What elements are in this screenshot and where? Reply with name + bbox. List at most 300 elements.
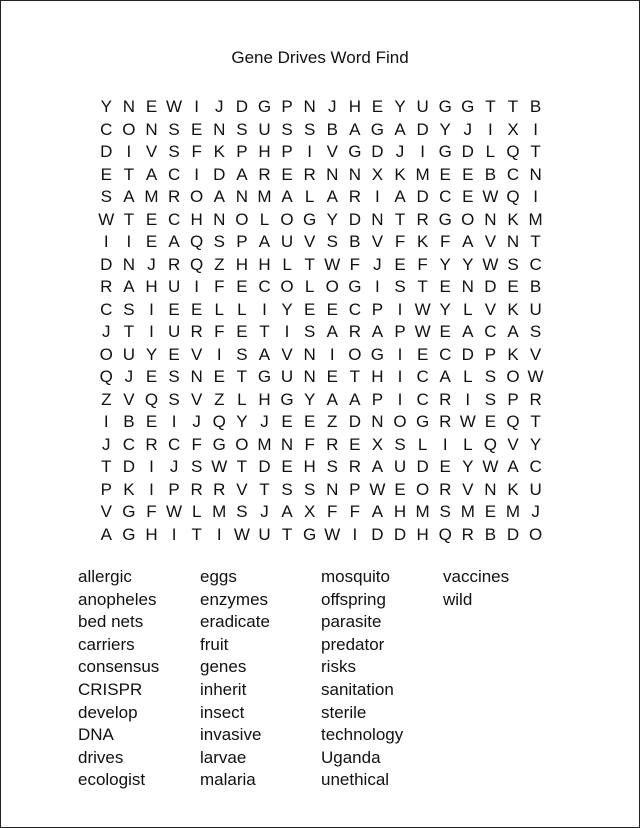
grid-letter: U	[393, 457, 407, 476]
grid-letter: J	[102, 322, 111, 341]
grid-letter: Y	[281, 299, 293, 319]
grid-letter: E	[145, 367, 158, 386]
grid-letter: A	[168, 232, 180, 251]
grid-letter: A	[394, 187, 406, 206]
grid-letter: T	[123, 164, 135, 184]
grid-letter: J	[260, 502, 269, 521]
grid-letter: C	[506, 164, 520, 184]
grid-letter: E	[191, 119, 203, 139]
grid-letter: I	[194, 164, 200, 184]
grid-letter: T	[281, 524, 293, 544]
grid-letter: T	[236, 367, 248, 386]
grid-letter: X	[303, 502, 316, 521]
grid-letter: W	[482, 457, 499, 476]
grid-letter: I	[126, 142, 132, 161]
grid-letter: U	[167, 322, 181, 341]
grid-letter: Y	[394, 97, 406, 116]
grid-letter: S	[394, 277, 406, 296]
grid-row	[95, 141, 547, 164]
grid-letter: I	[533, 119, 538, 139]
grid-letter: T	[259, 322, 270, 341]
grid-letter: N	[371, 209, 384, 229]
grid-letter: Y	[100, 97, 112, 116]
grid-letter: S	[303, 479, 316, 499]
grid-letter: A	[258, 232, 271, 251]
grid-letter: R	[416, 209, 429, 229]
grid-letter: I	[149, 457, 154, 476]
grid-letter: E	[281, 164, 293, 184]
grid-row	[95, 366, 547, 389]
grid-letter: S	[303, 119, 316, 139]
grid-letter: V	[529, 344, 542, 364]
grid-letter: H	[393, 502, 407, 521]
grid-letter: S	[484, 367, 497, 386]
grid-letter: F	[191, 434, 202, 454]
grid-letter: V	[371, 232, 384, 251]
grid-letter: J	[395, 142, 405, 161]
grid-letter: E	[145, 232, 158, 251]
grid-letter: M	[415, 164, 430, 184]
grid-letter: C	[348, 299, 361, 319]
grid-letter: A	[371, 457, 384, 476]
grid-letter: W	[211, 457, 228, 476]
grid-letter: U	[258, 119, 271, 139]
grid-letter: G	[303, 524, 317, 544]
grid-letter: I	[329, 344, 335, 364]
grid-letter: B	[484, 524, 497, 544]
grid-letter: Y	[145, 344, 158, 364]
grid-letter: I	[194, 277, 200, 296]
grid-letter: D	[122, 457, 136, 476]
word-list-item: bed nets	[78, 612, 144, 632]
grid-letter: J	[531, 502, 540, 521]
grid-letter: E	[145, 412, 158, 431]
grid-letter: W	[233, 524, 250, 544]
grid-letter: H	[145, 277, 158, 296]
grid-letter: W	[369, 479, 386, 499]
grid-letter: E	[145, 209, 158, 229]
grid-letter: L	[304, 277, 315, 296]
grid-letter: G	[461, 97, 475, 116]
grid-letter: L	[282, 254, 292, 274]
grid-letter: G	[438, 97, 452, 116]
grid-letter: D	[416, 457, 429, 476]
grid-letter: A	[326, 187, 338, 206]
grid-letter: V	[100, 502, 112, 521]
grid-letter: N	[326, 164, 339, 184]
grid-letter: R	[348, 322, 361, 341]
grid-letter: I	[103, 412, 109, 431]
grid-row	[95, 96, 547, 119]
grid-letter: E	[168, 299, 180, 319]
grid-letter: C	[416, 389, 429, 409]
grid-letter: H	[258, 142, 271, 161]
grid-letter: G	[370, 344, 385, 364]
grid-letter: A	[371, 322, 384, 341]
grid-letter: N	[303, 367, 316, 386]
grid-letter: S	[123, 299, 135, 319]
grid-letter: S	[326, 457, 338, 476]
word-list-item: unethical	[321, 770, 390, 790]
grid-letter: H	[416, 524, 429, 544]
grid-letter: H	[371, 367, 384, 386]
grid-letter: T	[191, 524, 202, 544]
grid-letter: Z	[214, 389, 225, 409]
grid-letter: C	[167, 209, 181, 229]
grid-letter: W	[324, 524, 341, 544]
word-list-item: fruit	[200, 634, 229, 654]
grid-letter: D	[371, 142, 384, 161]
word-list-column-2	[200, 566, 270, 792]
grid-letter: D	[461, 344, 474, 364]
grid-letter: N	[461, 277, 474, 296]
grid-letter: E	[439, 457, 451, 476]
grid-letter: R	[439, 479, 452, 499]
grid-letter: N	[122, 254, 136, 274]
grid-letter: E	[394, 254, 406, 274]
grid-letter: B	[349, 232, 361, 251]
word-list-item: drives	[78, 747, 124, 767]
grid-letter: P	[168, 479, 180, 499]
grid-letter: E	[349, 434, 361, 454]
grid-letter: W	[324, 254, 341, 274]
grid-letter: B	[123, 412, 135, 431]
grid-letter: D	[100, 142, 113, 161]
grid-letter: O	[528, 524, 543, 544]
grid-letter: D	[484, 277, 497, 296]
grid-letter: E	[439, 277, 451, 296]
grid-letter: L	[304, 187, 315, 206]
grid-letter: P	[507, 389, 519, 409]
grid-letter: G	[122, 502, 136, 521]
grid-letter: O	[280, 277, 294, 296]
grid-letter: Y	[236, 412, 248, 431]
grid-letter: A	[507, 322, 519, 341]
grid-letter: T	[394, 209, 406, 229]
grid-letter: E	[236, 322, 248, 341]
grid-letter: I	[149, 299, 154, 319]
grid-letter: Y	[303, 389, 316, 409]
grid-letter: I	[284, 322, 290, 341]
grid-letter: M	[212, 502, 227, 521]
grid-letter: H	[348, 97, 361, 116]
word-list-item: allergic	[78, 567, 132, 586]
grid-letter: C	[529, 457, 542, 476]
grid-letter: S	[213, 232, 225, 251]
grid-letter: E	[462, 187, 474, 206]
grid-letter: U	[416, 97, 429, 116]
grid-letter: M	[257, 187, 272, 206]
grid-letter: V	[123, 389, 135, 409]
word-list-item: sanitation	[321, 679, 394, 699]
grid-letter: Q	[506, 412, 520, 431]
word-list-item: enzymes	[200, 589, 269, 609]
grid-letter: E	[213, 367, 225, 386]
grid-letter: D	[371, 524, 384, 544]
grid-letter: S	[168, 119, 180, 139]
grid-letter: A	[349, 119, 361, 139]
word-list-item: sterile	[321, 702, 367, 722]
grid-letter: S	[236, 344, 248, 364]
grid-letter: T	[123, 209, 135, 229]
grid-letter: E	[100, 164, 112, 184]
grid-letter: D	[100, 254, 113, 274]
grid-letter: S	[236, 502, 248, 521]
grid-letter: P	[371, 389, 384, 409]
grid-letter: A	[439, 367, 451, 386]
grid-letter: A	[145, 164, 158, 184]
grid-letter: F	[349, 254, 361, 274]
grid-letter: F	[146, 502, 157, 521]
grid-letter: U	[529, 479, 542, 499]
grid-letter: R	[529, 389, 542, 409]
grid-letter: G	[122, 524, 136, 544]
grid-letter: F	[440, 232, 451, 251]
grid-letter: N	[484, 209, 497, 229]
grid-letter: J	[215, 97, 224, 116]
grid-letter: R	[100, 277, 113, 296]
grid-letter: J	[463, 119, 473, 139]
grid-letter: G	[438, 142, 452, 161]
grid-letter: P	[371, 299, 384, 319]
grid-letter: R	[439, 412, 452, 431]
grid-letter: K	[507, 209, 519, 229]
grid-letter: I	[149, 322, 154, 341]
grid-letter: I	[465, 389, 471, 409]
grid-letter: E	[168, 344, 180, 364]
grid-letter: Q	[483, 434, 497, 454]
grid-letter: Y	[326, 209, 338, 229]
word-list-item: insect	[200, 702, 245, 722]
grid-letter: P	[281, 97, 293, 116]
grid-letter: U	[167, 277, 181, 296]
grid-letter: E	[236, 277, 248, 296]
grid-letter: E	[507, 277, 519, 296]
grid-letter: X	[371, 434, 384, 454]
grid-letter: E	[416, 344, 429, 364]
grid-letter: C	[167, 164, 181, 184]
grid-letter: L	[485, 142, 496, 161]
grid-letter: I	[375, 277, 380, 296]
grid-letter: S	[100, 187, 112, 206]
grid-letter: N	[213, 119, 226, 139]
grid-letter: N	[303, 344, 316, 364]
grid-letter: V	[507, 434, 519, 454]
grid-letter: N	[122, 97, 136, 116]
word-list-item: vaccines	[443, 567, 510, 586]
grid-letter: V	[484, 232, 497, 251]
grid-letter: G	[438, 209, 452, 229]
grid-letter: Q	[506, 142, 520, 161]
grid-letter: I	[171, 412, 177, 431]
word-list-item: Uganda	[321, 747, 381, 767]
grid-row	[95, 389, 547, 412]
grid-letter: S	[168, 389, 180, 409]
grid-letter: I	[375, 187, 380, 206]
grid-letter: K	[507, 299, 519, 319]
grid-letter: X	[371, 164, 384, 184]
grid-letter: T	[101, 457, 112, 476]
grid-letter: A	[326, 389, 338, 409]
grid-letter: V	[281, 344, 293, 364]
grid-letter: V	[191, 389, 203, 409]
grid-letter: V	[484, 299, 497, 319]
grid-letter: P	[100, 479, 112, 499]
grid-letter: H	[303, 457, 316, 476]
grid-letter: V	[191, 344, 203, 364]
grid-letter: D	[348, 412, 361, 431]
grid-letter: S	[529, 322, 542, 341]
grid-letter: T	[530, 142, 541, 161]
grid-letter: V	[303, 232, 316, 251]
grid-row	[95, 299, 547, 322]
grid-letter: O	[393, 412, 407, 431]
grid-letter: E	[281, 412, 293, 431]
grid-row	[95, 344, 547, 367]
grid-letter: E	[281, 457, 293, 476]
grid-row	[95, 164, 547, 187]
grid-letter: T	[349, 367, 361, 386]
grid-letter: G	[348, 277, 362, 296]
grid-letter: H	[258, 389, 271, 409]
grid-letter: N	[484, 479, 497, 499]
grid-letter: N	[280, 434, 294, 454]
grid-letter: P	[236, 232, 248, 251]
grid-letter: U	[280, 232, 294, 251]
grid-letter: I	[216, 524, 222, 544]
grid-letter: J	[147, 254, 156, 274]
grid-letter: I	[442, 434, 448, 454]
grid-letter: Y	[529, 434, 542, 454]
grid-letter: J	[124, 367, 134, 386]
grid-letter: T	[417, 277, 428, 296]
grid-letter: Q	[99, 367, 113, 386]
grid-row	[95, 119, 547, 142]
grid-letter: U	[280, 367, 294, 386]
grid-letter: Z	[214, 254, 225, 274]
grid-letter: A	[213, 187, 225, 206]
grid-letter: Y	[439, 254, 451, 274]
grid-letter: N	[506, 232, 520, 251]
grid-letter: M	[460, 502, 475, 521]
grid-letter: F	[417, 254, 428, 274]
grid-letter: W	[166, 97, 183, 116]
grid-letter: B	[484, 164, 497, 184]
grid-letter: F	[394, 232, 406, 251]
grid-letter: L	[259, 209, 270, 229]
grid-letter: K	[507, 344, 519, 364]
grid-letter: I	[216, 344, 222, 364]
grid-letter: Q	[190, 232, 204, 251]
grid-letter: W	[527, 367, 544, 386]
grid-letter: N	[235, 187, 248, 206]
grid-letter: G	[257, 97, 272, 116]
grid-letter: F	[304, 434, 315, 454]
grid-letter: A	[281, 187, 293, 206]
word-list-item: inherit	[200, 679, 247, 699]
grid-letter: W	[414, 322, 431, 341]
grid-letter: N	[529, 164, 542, 184]
grid-row	[95, 479, 547, 502]
grid-letter: D	[506, 524, 520, 544]
grid-letter: R	[167, 254, 181, 274]
grid-letter: O	[122, 119, 136, 139]
grid-letter: E	[439, 322, 451, 341]
grid-row	[95, 186, 547, 209]
grid-letter: I	[307, 142, 312, 161]
grid-letter: A	[371, 502, 384, 521]
grid-letter: S	[236, 119, 248, 139]
grid-letter: N	[303, 97, 316, 116]
grid-letter: W	[459, 412, 476, 431]
grid-letter: W	[166, 502, 183, 521]
grid-letter: Y	[462, 457, 474, 476]
grid-letter: K	[416, 232, 429, 251]
grid-letter: T	[530, 232, 541, 251]
grid-letter: G	[303, 209, 317, 229]
grid-letter: L	[417, 434, 428, 454]
grid-letter: P	[349, 479, 361, 499]
grid-letter: C	[439, 187, 452, 206]
grid-letter: I	[397, 389, 403, 409]
grid-row	[95, 456, 547, 479]
grid-letter: K	[507, 479, 519, 499]
grid-letter: V	[462, 479, 474, 499]
grid-letter: I	[262, 299, 267, 319]
grid-letter: A	[394, 119, 406, 139]
grid-letter: T	[123, 322, 135, 341]
grid-letter: C	[100, 299, 113, 319]
grid-letter: S	[168, 142, 180, 161]
grid-letter: U	[122, 344, 136, 364]
grid-letter: D	[393, 524, 407, 544]
word-list-column-1	[78, 566, 159, 792]
grid-letter: U	[529, 299, 542, 319]
grid-letter: A	[462, 322, 474, 341]
grid-letter: O	[461, 209, 475, 229]
grid-letter: H	[235, 254, 248, 274]
grid-letter: R	[213, 479, 226, 499]
grid-letter: G	[257, 367, 272, 386]
grid-letter: D	[416, 187, 429, 206]
grid-letter: N	[326, 479, 339, 499]
grid-letter: I	[171, 524, 177, 544]
grid-letter: O	[99, 344, 113, 364]
grid-row	[95, 321, 547, 344]
grid-letter: R	[167, 187, 181, 206]
grid-letter: A	[123, 277, 135, 296]
grid-letter: A	[462, 232, 474, 251]
grid-letter: Z	[101, 389, 112, 409]
grid-letter: V	[145, 142, 158, 161]
grid-letter: A	[123, 187, 135, 206]
grid-letter: T	[304, 254, 315, 274]
grid-letter: O	[280, 209, 294, 229]
grid-letter: M	[144, 187, 159, 206]
grid-letter: I	[397, 344, 403, 364]
grid-letter: I	[420, 142, 425, 161]
grid-letter: L	[191, 502, 202, 521]
grid-row	[95, 524, 547, 547]
grid-letter: H	[190, 209, 203, 229]
grid-letter: Q	[144, 389, 159, 409]
grid-letter: E	[145, 97, 158, 116]
grid-letter: G	[212, 434, 226, 454]
grid-letter: F	[191, 142, 202, 161]
grid-letter: E	[326, 299, 338, 319]
grid-letter: Q	[438, 524, 452, 544]
grid-letter: C	[122, 434, 136, 454]
